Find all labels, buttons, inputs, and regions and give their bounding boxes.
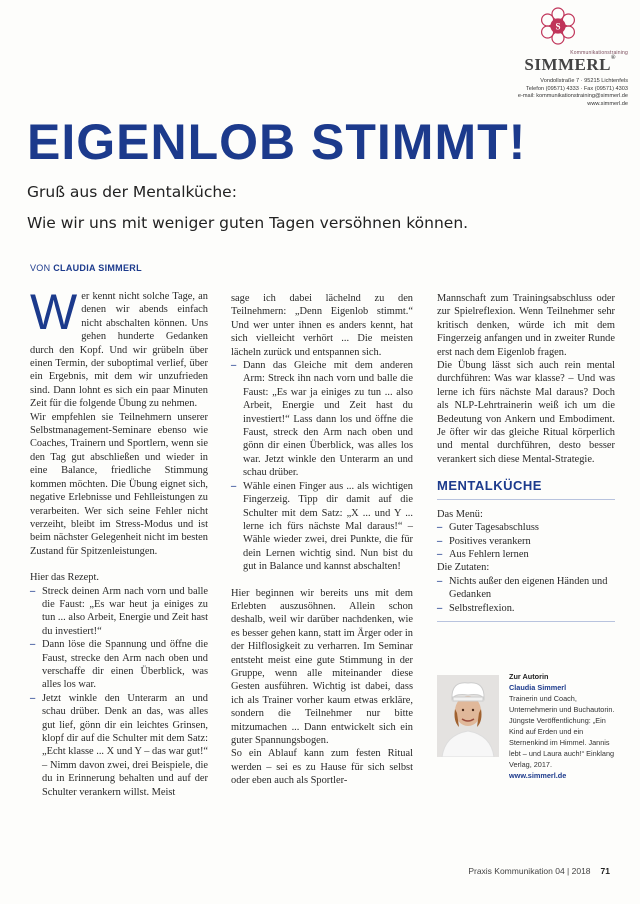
recipe-label: Hier das Rezept. [30, 572, 99, 584]
author-bio: Trainerin und Coach, Unternehmerin und Buchautorin. Jüngste Veröffentlichung: „Ein Kind auf Erden und ein Sternenkind im Himmel. Jannis lebt – und Laura auch!“ Einklang Verlag, 2017. [509, 694, 615, 769]
author-box [437, 669, 615, 844]
list-item: – Wähle einen Finger aus ... als wichtigen Fingerzeig. Tipp dir damit auf die Schulter mit dem Satz: „X ... und Y ... lerne ich fürs nächste Mal daraus!“ – Wähle wieder zwei, drei Punkte, die für dein Lernen wichtig sind. Nun bist du gut in Balance und kannst abschalten! [231, 480, 413, 574]
contact-phone: Telefon (09571) 4333 · Fax (09571) 4303 [526, 85, 628, 92]
paragraph: Wir empfehlen sie Teilnehmern unserer Selbstmanagement-Seminare ebenso wie Coaches, Trainern und Sportlern, wenn sie den Tag gut abschließen und wieder in eine Balance, friedliche Stimmung kommen möchten. Die Übung eignet sich, negative Erlebnisse und Fehlleistungen zu verarbeiten. Wer sich seine Fehler nicht verzeiht, bleibt im Stress-Modus und ist beim nächster Gelegenheit nicht im besten Zustand für Spitzenleistungen. [30, 411, 208, 557]
list-item: – Guter Tagesabschluss [437, 521, 615, 534]
author-name: Claudia Simmerl [509, 683, 567, 692]
logo-name: SIMMERL® [524, 55, 616, 74]
paragraph: sage ich dabei lächelnd zu den Teilnehmern: „Denn Eigenlob stimmt.“ Und wer unter ihnen es anders kennt, hat sich vielleicht verhört ... Die meisten lächeln zurück und entspannen sich. [231, 293, 413, 358]
list-item: – Dann das Gleiche mit dem anderen Arm: Streck ihn nach vorn und balle die Faust: „Es war ja einiges zu tun ... also Arbeit, Energie und Zeit hast du investiert!“ Lass dann los und öffne die Faust, streck den Arm nach oben und gönn dir einen Überblick, was alles los war. Jetzt winkle den Unterarm an und schau drüber. [231, 359, 413, 480]
author-photo [437, 675, 499, 757]
ingredients-list [437, 575, 615, 615]
intro-paragraph: Wer kennt nicht solche Tage, an denen wir abends einfach nicht abschalten können. Uns gehen hunderte Gedanken durch den Kopf. Und wir grübeln über einen Termin, der suboptimal verlief, über ein Ergebnis, mit dem wir unzufrieden sind. Dann lohnt es sich ein paar Minuten Zeit für die folgende Übung zu nehmen. [30, 284, 208, 410]
page-number: 71 [600, 866, 610, 876]
box-heading: MENTALKÜCHE [437, 478, 542, 494]
list-item: – Positives verankern [437, 535, 615, 548]
list-item: – Streck deinen Arm nach vorn und balle die Faust: „Es war heut ja einiges zu tun ... also Arbeit, Energie und Zeit hast du investiert!“ [30, 585, 208, 639]
list-item: – Nichts außer den eigenen Händen und Gedanken [437, 575, 615, 602]
contact-email: e-mail: kommunikationstraining@simmerl.de [517, 93, 628, 100]
list-item: – Selbstreflexion. [437, 602, 615, 615]
list-item: – Aus Fehlern lernen [437, 548, 615, 561]
paragraph: Die Übung lässt sich auch rein mental durchführen: Was war klasse? – Und was lerne ich fürs nächste Mal daraus? Doch als NLP-Lehrtrainerin weiß ich um die Bedeutung von Ankern und Embodiment. Je öfter wir das gleiche Ritual körperlich und mental durchführen, desto besser verankert sich diese Mental-Strategie. [437, 360, 615, 465]
author-heading: Zur Autorin [509, 672, 549, 681]
byline: VON CLAUDIA SIMMERL [30, 263, 142, 273]
magazine-issue: Praxis Kommunikation 04 | 2018 [468, 866, 591, 876]
column-3 [437, 292, 615, 622]
author-url[interactable]: www.simmerl.de [509, 771, 567, 780]
paragraph: Mannschaft zum Trainingsabschluss oder zur Spielreflexion. Wenn Teilnehmer sehr kritisch denken, würde ich mit dem Fingerzeig anfangen und in zweiter Runde erst nach dem Eigenlob fragen. [437, 293, 615, 358]
list-item: – Jetzt winkle den Unterarm an und schau drüber. Denk an das, was alles gut lief, gönn dir ein leichtes Grinsen, klopf dir auf die Schulter mit dem Satz: „Echt klasse ... X und Y – das war gut!“ – Nimm davon zwei, drei Beispiele, die du in Erinnerung behalten und auf der Schulter verankern willst. Meist [30, 692, 208, 799]
column-1 [30, 284, 209, 799]
column-2 [231, 292, 413, 788]
subtitle-2: Wie wir uns mit weniger guten Tagen versöhnen können. [27, 214, 469, 232]
recipe-list-continued [231, 359, 413, 574]
flower-logo-icon [538, 6, 578, 46]
mentalkueche-box [437, 479, 615, 622]
list-item: – Dann löse die Spannung und öffne die Faust, strecke den Arm nach oben und verschaffe dir einen Überblick, was alles los war. [30, 638, 208, 692]
headline: EIGENLOB STIMMT! [27, 114, 527, 170]
svg-text:S: S [555, 21, 561, 32]
drop-cap: W [30, 284, 78, 340]
paragraph: So ein Ablauf kann zum festen Ritual werden – sei es zu Hause für sich selbst oder eben auch als Sportler- [231, 748, 413, 787]
author-text [509, 671, 619, 781]
ingredients-label: Die Zutaten: [437, 562, 490, 574]
page-footer [468, 866, 610, 876]
paragraph: Hier beginnen wir bereits uns mit dem Erlebten auszusöhnen. Allein schon deshalb, weil wir darüber nachdenken, wie es besser gehen kann, statt im Ärger oder in der Hilflosigkeit zu verharren. Im Seminar entsteht meist eine gute Stimmung in der Gruppe, wenn alle miteinander diese Gesten ausführen. Wichtig ist dabei, dass ich als Trainer vorher kaum etwas erkläre, sondern die Teilnehmer nur bitte mitzumachen ... Dann entwickelt sich ein guter Spannungsbogen. [231, 587, 413, 746]
contact-address: Vondollstraße 7 · 95215 Lichtenfels [540, 78, 628, 84]
contact-web: www.simmerl.de [587, 100, 628, 107]
subtitle-1: Gruß aus der Mentalküche: [27, 183, 237, 201]
menu-list [437, 521, 615, 561]
recipe-list [30, 585, 208, 800]
menu-label: Das Menü: [437, 508, 483, 520]
contact-block [458, 78, 628, 108]
logo-subline: Kommunikationstraining [570, 50, 628, 56]
